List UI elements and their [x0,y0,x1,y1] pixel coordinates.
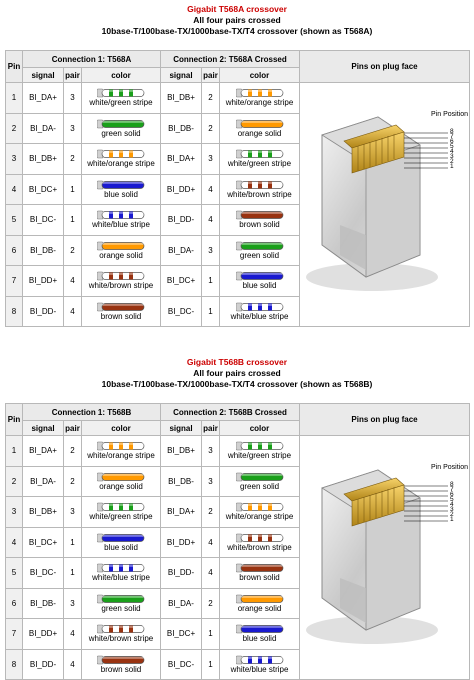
wire-icon [97,149,145,159]
signal-cell: BI_DB+ [23,497,64,528]
pin-number: 8 [6,296,23,327]
signal-cell: BI_DA+ [161,144,202,175]
pair-cell: 1 [202,266,220,297]
table-row [6,83,470,114]
color-label: white/orange stripe [225,512,294,522]
pair-cell: 3 [202,235,220,266]
wire-graphic [236,302,284,312]
signal-cell: BI_DA+ [23,83,64,114]
color-label: white/brown stripe [88,634,154,644]
pair-cell: 2 [202,113,220,144]
header-pair: pair [202,68,220,83]
pin-number: 6 [6,235,23,266]
wire-graphic [97,655,145,665]
wiring-table [5,403,470,680]
pin-position-number: 6 [450,137,454,145]
color-label: brown solid [100,311,142,321]
color-cell [82,619,161,650]
pin-position-number: 1 [450,515,454,523]
pair-cell: 1 [202,619,220,650]
wire-icon [97,563,145,573]
color-label: white/brown stripe [227,542,292,552]
pin-number: 2 [6,466,23,497]
section-header [0,4,474,37]
wire-icon [236,563,284,573]
pin-position-number: 8 [450,127,454,135]
header-signal: signal [23,68,64,83]
color-label: white/orange stripe [87,451,155,461]
header-pin: Pin [6,51,23,83]
color-cell [220,266,300,297]
wire-icon [236,271,284,281]
wire-graphic [236,472,284,482]
header-color: color [82,421,161,436]
wire-icon [97,441,145,451]
pair-cell: 1 [64,205,82,236]
color-label: brown solid [100,664,142,674]
pin-position-number: 7 [450,485,454,493]
pair-cell: 4 [202,205,220,236]
color-cell [220,497,300,528]
signal-cell: BI_DA- [161,588,202,619]
pin-number: 4 [6,174,23,205]
wire-icon [97,210,145,220]
pin-number: 8 [6,649,23,680]
wire-icon [236,441,284,451]
pair-cell: 3 [64,588,82,619]
color-cell [82,205,161,236]
signal-cell: BI_DD+ [23,266,64,297]
pair-cell: 2 [202,83,220,114]
color-cell [220,144,300,175]
color-cell [82,527,161,558]
color-cell [82,83,161,114]
header-pair: pair [202,421,220,436]
signal-cell: BI_DD- [161,558,202,589]
header-connection-2: Connection 2: T568B Crossed [161,404,300,421]
pin-number: 6 [6,588,23,619]
wire-graphic [236,119,284,129]
signal-cell: BI_DB+ [161,83,202,114]
pin-number: 3 [6,144,23,175]
signal-cell: BI_DB- [161,466,202,497]
header-connection-1: Connection 1: T568B [23,404,161,421]
section-subtitle: All four pairs crossed [193,15,281,25]
wire-graphic [236,594,284,604]
pin-number: 7 [6,619,23,650]
signal-cell: BI_DD- [23,296,64,327]
wire-graphic [97,119,145,129]
color-cell [82,466,161,497]
signal-cell: BI_DD- [161,205,202,236]
pair-cell: 3 [202,466,220,497]
pair-cell: 2 [202,588,220,619]
pin-position-label: Pin Position [431,110,468,118]
color-label: blue solid [242,634,277,644]
pin-number: 7 [6,266,23,297]
signal-cell: BI_DC+ [23,174,64,205]
pair-cell: 3 [64,497,82,528]
color-label: blue solid [104,542,138,552]
wire-icon [236,241,284,251]
header-pair: pair [64,68,82,83]
wire-icon [236,472,284,482]
wire-graphic [236,563,284,573]
header-connection-1: Connection 1: T568A [23,51,161,68]
pin-number: 4 [6,527,23,558]
pair-cell: 2 [64,144,82,175]
signal-cell: BI_DB- [23,588,64,619]
color-label: orange solid [99,481,143,491]
color-cell [220,436,300,467]
wire-graphic [236,655,284,665]
signal-cell: BI_DD+ [161,527,202,558]
section-header [0,357,474,390]
color-label: white/blue stripe [92,573,150,583]
wire-icon [97,472,145,482]
color-label: orange solid [237,128,282,138]
color-label: white/orange stripe [225,98,294,108]
section-description: 10base-T/100base-TX/1000base-TX/T4 crossover (shown as T568A) [101,26,373,36]
header-signal: signal [161,421,202,436]
pair-cell: 1 [202,296,220,327]
signal-cell: BI_DA+ [161,497,202,528]
wire-graphic [236,88,284,98]
color-cell [82,649,161,680]
pair-cell: 3 [64,83,82,114]
section-description: 10base-T/100base-TX/1000base-TX/T4 crossover (shown as T568B) [101,379,373,389]
color-cell [220,83,300,114]
color-label: brown solid [239,220,280,230]
pin-position-number: 7 [450,132,454,140]
wire-icon [97,655,145,665]
plug-illustration [300,105,470,305]
rj45-plug-icon [300,458,470,658]
pair-cell: 4 [64,266,82,297]
color-label: green solid [101,603,141,613]
wiring-section [0,4,474,324]
color-cell [220,588,300,619]
pair-cell: 4 [64,296,82,327]
signal-cell: BI_DD+ [23,619,64,650]
pin-position-number: 8 [450,480,454,488]
wire-graphic [97,149,145,159]
header-plug-face: Pins on plug face [300,51,470,83]
wire-icon [236,533,284,543]
wire-icon [236,502,284,512]
color-label: blue solid [242,281,277,291]
wire-icon [236,594,284,604]
signal-cell: BI_DC- [23,205,64,236]
pin-position-number: 5 [450,142,454,150]
color-cell [220,527,300,558]
plug-illustration [300,458,470,658]
wiring-table [5,50,470,327]
color-cell [220,205,300,236]
wire-icon [236,210,284,220]
header-color: color [82,68,161,83]
color-cell [82,588,161,619]
color-cell [82,558,161,589]
color-label: white/orange stripe [87,159,155,169]
pin-number: 5 [6,558,23,589]
color-cell [220,619,300,650]
wire-icon [236,655,284,665]
wire-graphic [97,472,145,482]
wire-icon [97,533,145,543]
color-label: green solid [239,250,280,260]
color-label: white/blue stripe [92,220,150,230]
wire-graphic [97,594,145,604]
header-signal: signal [23,421,64,436]
pair-cell: 4 [202,527,220,558]
signal-cell: BI_DA- [23,113,64,144]
wire-graphic [236,502,284,512]
wire-icon [236,180,284,190]
color-cell [82,144,161,175]
color-cell [82,113,161,144]
wire-icon [97,119,145,129]
signal-cell: BI_DD- [23,649,64,680]
signal-cell: BI_DC- [161,296,202,327]
color-cell [220,296,300,327]
wire-graphic [236,271,284,281]
color-cell [82,497,161,528]
wire-graphic [236,210,284,220]
color-label: white/blue stripe [230,664,289,674]
pin-position-number: 4 [450,147,454,155]
wire-icon [97,180,145,190]
pair-cell: 1 [202,649,220,680]
wiring-section [0,357,474,677]
wire-graphic [236,149,284,159]
pin-number: 3 [6,497,23,528]
color-label: white/green stripe [89,98,153,108]
color-cell [220,174,300,205]
color-label: white/brown stripe [227,189,292,199]
signal-cell: BI_DC+ [161,266,202,297]
signal-cell: BI_DB- [161,113,202,144]
pin-number: 1 [6,83,23,114]
color-cell [220,466,300,497]
signal-cell: BI_DC+ [161,619,202,650]
wire-graphic [97,533,145,543]
header-connection-2: Connection 2: T568A Crossed [161,51,300,68]
wire-graphic [97,563,145,573]
color-label: blue solid [104,189,138,199]
pin-position-number: 2 [450,510,454,518]
rj45-plug-icon [300,105,470,305]
color-label: white/brown stripe [88,281,154,291]
wire-icon [97,271,145,281]
color-label: white/green stripe [227,159,292,169]
header-pair: pair [64,421,82,436]
pin-position-label: Pin Position [431,463,469,471]
signal-cell: BI_DA- [23,466,64,497]
wire-icon [97,594,145,604]
pair-cell: 4 [202,174,220,205]
pair-cell: 2 [64,235,82,266]
section-title: Gigabit T568B crossover [186,357,288,367]
pair-cell: 2 [64,466,82,497]
pin-position-number: 3 [450,505,454,513]
wire-icon [97,624,145,634]
pair-cell: 2 [202,497,220,528]
wire-icon [236,149,284,159]
pair-cell: 3 [202,144,220,175]
pair-cell: 4 [64,619,82,650]
header-color: color [220,421,300,436]
color-cell [82,266,161,297]
wire-icon [97,502,145,512]
pair-cell: 3 [202,436,220,467]
pair-cell: 4 [202,558,220,589]
wire-graphic [97,210,145,220]
color-cell [82,296,161,327]
wire-graphic [97,271,145,281]
color-label: white/green stripe [227,451,292,461]
pin-position-number: 1 [450,162,454,170]
table-row [6,436,470,467]
color-label: orange solid [99,250,143,260]
pin-position-number: 5 [450,495,454,503]
header-pin: Pin [6,404,23,436]
signal-cell: BI_DB- [23,235,64,266]
wire-graphic [236,180,284,190]
signal-cell: BI_DC+ [23,527,64,558]
wire-icon [236,624,284,634]
plug-face-cell [300,83,470,327]
signal-cell: BI_DD+ [161,174,202,205]
pin-position-number: 2 [450,157,454,165]
wire-graphic [97,441,145,451]
color-label: white/blue stripe [230,311,289,321]
section-subtitle: All four pairs crossed [193,368,281,378]
color-label: green solid [101,128,141,138]
color-label: white/green stripe [89,512,153,522]
color-cell [82,436,161,467]
signal-cell: BI_DB+ [161,436,202,467]
wire-graphic [97,88,145,98]
wire-graphic [236,624,284,634]
wire-icon [236,302,284,312]
pair-cell: 1 [64,558,82,589]
wire-graphic [97,502,145,512]
color-label: brown solid [239,573,280,583]
signal-cell: BI_DC- [23,558,64,589]
pair-cell: 4 [64,649,82,680]
wire-icon [236,88,284,98]
color-cell [220,558,300,589]
pair-cell: 2 [64,436,82,467]
color-label: orange solid [237,603,282,613]
wire-graphic [97,180,145,190]
pin-position-number: 4 [450,500,454,508]
pair-cell: 1 [64,527,82,558]
header-plug-face: Pins on plug face [300,404,470,436]
color-cell [82,174,161,205]
signal-cell: BI_DA- [161,235,202,266]
color-cell [220,113,300,144]
color-cell [82,235,161,266]
wire-graphic [97,624,145,634]
wire-graphic [236,533,284,543]
signal-cell: BI_DB+ [23,144,64,175]
wire-icon [97,241,145,251]
wire-icon [97,88,145,98]
pin-number: 1 [6,436,23,467]
pin-number: 2 [6,113,23,144]
color-label: green solid [239,481,280,491]
header-color: color [220,68,300,83]
signal-cell: BI_DC- [161,649,202,680]
wire-graphic [97,302,145,312]
header-signal: signal [161,68,202,83]
pin-number: 5 [6,205,23,236]
color-cell [220,235,300,266]
wire-graphic [236,441,284,451]
wire-graphic [97,241,145,251]
pair-cell: 1 [64,174,82,205]
section-title: Gigabit T568A crossover [187,4,287,14]
wire-icon [236,119,284,129]
signal-cell: BI_DA+ [23,436,64,467]
pair-cell: 3 [64,113,82,144]
color-cell [220,649,300,680]
pin-position-number: 3 [450,152,454,160]
pin-position-number: 6 [450,490,454,498]
wire-graphic [236,241,284,251]
wire-icon [97,302,145,312]
plug-face-cell [300,436,470,680]
